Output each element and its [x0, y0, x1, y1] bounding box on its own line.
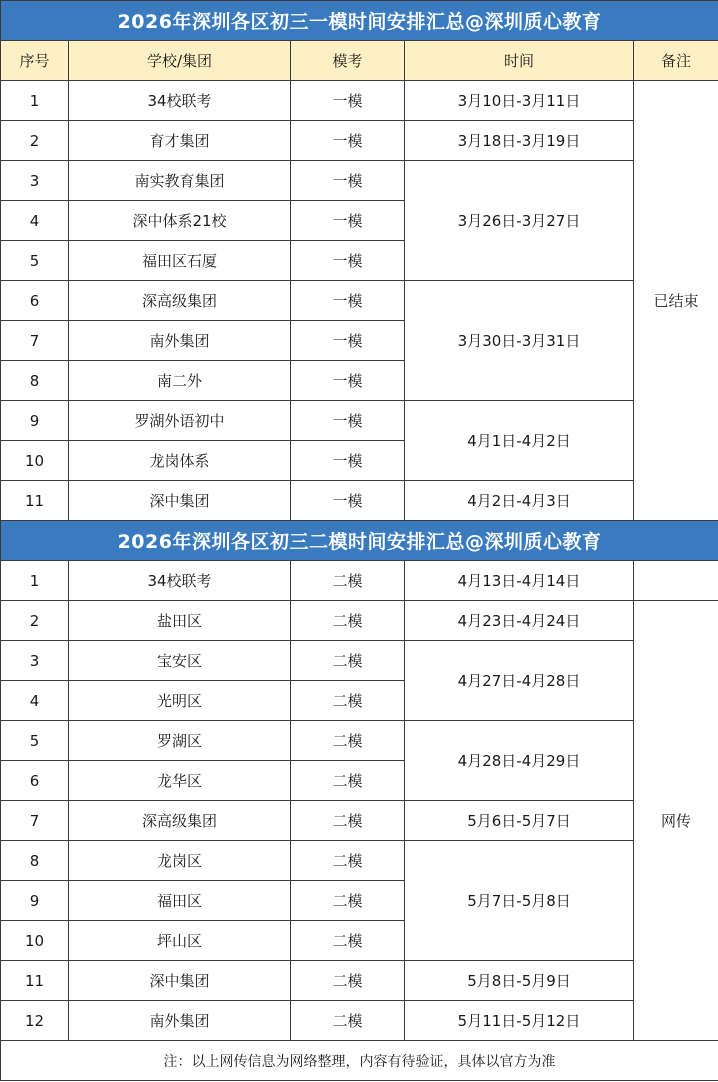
row-exam: 一模 [291, 161, 405, 201]
row-school: 福田区 [69, 881, 291, 921]
table-row [1, 961, 718, 1001]
header-exam: 模考 [291, 41, 405, 81]
row-exam: 二模 [291, 721, 405, 761]
table-row [1, 281, 718, 321]
row-time: 5月8日-5月9日 [405, 961, 634, 1001]
table-row [1, 841, 718, 881]
row-exam: 二模 [291, 1001, 405, 1041]
table-row [1, 161, 718, 201]
table-row [1, 121, 718, 161]
table-row [1, 81, 718, 121]
row-time: 4月2日-4月3日 [405, 481, 634, 521]
row-no: 4 [1, 681, 69, 721]
row-time: 3月10日-3月11日 [405, 81, 634, 121]
row-no: 4 [1, 201, 69, 241]
row-school: 南外集团 [69, 1001, 291, 1041]
row-school: 34校联考 [69, 81, 291, 121]
row-time: 5月11日-5月12日 [405, 1001, 634, 1041]
row-time: 4月27日-4月28日 [405, 641, 634, 721]
row-school: 光明区 [69, 681, 291, 721]
row-no: 3 [1, 641, 69, 681]
row-exam: 二模 [291, 761, 405, 801]
row-exam: 二模 [291, 681, 405, 721]
row-time: 4月28日-4月29日 [405, 721, 634, 801]
row-school: 育才集团 [69, 121, 291, 161]
table-row [1, 481, 718, 521]
row-school: 罗湖区 [69, 721, 291, 761]
header-no: 序号 [1, 41, 69, 81]
row-no: 2 [1, 601, 69, 641]
row-school: 南外集团 [69, 321, 291, 361]
row-exam: 一模 [291, 481, 405, 521]
row-school: 龙华区 [69, 761, 291, 801]
row-exam: 二模 [291, 881, 405, 921]
row-no: 8 [1, 361, 69, 401]
row-time: 5月7日-5月8日 [405, 841, 634, 961]
row-exam: 一模 [291, 281, 405, 321]
table-row [1, 401, 718, 441]
mock1-title: 2026年深圳各区初三一模时间安排汇总@深圳质心教育 [1, 1, 718, 41]
row-no: 10 [1, 921, 69, 961]
row-school: 福田区石厦 [69, 241, 291, 281]
row-exam: 二模 [291, 561, 405, 601]
row-exam: 一模 [291, 121, 405, 161]
table-row [1, 601, 718, 641]
row-school: 罗湖外语初中 [69, 401, 291, 441]
row-school: 南实教育集团 [69, 161, 291, 201]
row-time: 3月26日-3月27日 [405, 161, 634, 281]
row-time: 4月23日-4月24日 [405, 601, 634, 641]
row-no: 7 [1, 321, 69, 361]
row-exam: 一模 [291, 361, 405, 401]
mock2-title: 2026年深圳各区初三二模时间安排汇总@深圳质心教育 [1, 521, 718, 561]
row-exam: 一模 [291, 81, 405, 121]
row-school: 龙岗体系 [69, 441, 291, 481]
row-no: 9 [1, 881, 69, 921]
row-no: 12 [1, 1001, 69, 1041]
row-school: 盐田区 [69, 601, 291, 641]
row-school: 深高级集团 [69, 281, 291, 321]
row-no: 2 [1, 121, 69, 161]
row-school: 34校联考 [69, 561, 291, 601]
row-exam: 一模 [291, 441, 405, 481]
row-school: 宝安区 [69, 641, 291, 681]
row-time: 3月30日-3月31日 [405, 281, 634, 401]
row-time: 4月13日-4月14日 [405, 561, 634, 601]
header-time: 时间 [405, 41, 634, 81]
row-school: 龙岗区 [69, 841, 291, 881]
table-row [1, 561, 718, 601]
remark-cell: 已结束 [634, 81, 718, 521]
row-exam: 二模 [291, 841, 405, 881]
row-school: 深中集团 [69, 961, 291, 1001]
row-school: 深高级集团 [69, 801, 291, 841]
row-exam: 二模 [291, 641, 405, 681]
row-exam: 一模 [291, 241, 405, 281]
row-school: 深中集团 [69, 481, 291, 521]
footnote: 注：以上网传信息为网络整理，内容有待验证，具体以官方为准 [1, 1041, 718, 1081]
row-no: 11 [1, 481, 69, 521]
row-no: 11 [1, 961, 69, 1001]
remark-empty [634, 561, 718, 601]
row-exam: 一模 [291, 321, 405, 361]
row-exam: 一模 [291, 201, 405, 241]
row-school: 深中体系21校 [69, 201, 291, 241]
table-row [1, 801, 718, 841]
row-no: 5 [1, 241, 69, 281]
row-no: 5 [1, 721, 69, 761]
row-no: 8 [1, 841, 69, 881]
header-remark: 备注 [634, 41, 718, 81]
row-exam: 二模 [291, 601, 405, 641]
row-school: 坪山区 [69, 921, 291, 961]
row-no: 3 [1, 161, 69, 201]
row-no: 6 [1, 281, 69, 321]
row-exam: 一模 [291, 401, 405, 441]
row-no: 9 [1, 401, 69, 441]
row-time: 4月1日-4月2日 [405, 401, 634, 481]
row-no: 1 [1, 561, 69, 601]
row-school: 南二外 [69, 361, 291, 401]
row-no: 7 [1, 801, 69, 841]
row-no: 10 [1, 441, 69, 481]
table-row [1, 1001, 718, 1041]
row-time: 5月6日-5月7日 [405, 801, 634, 841]
remark-cell: 网传 [634, 601, 718, 1041]
table-row [1, 721, 718, 761]
row-no: 6 [1, 761, 69, 801]
row-exam: 二模 [291, 801, 405, 841]
table-row [1, 641, 718, 681]
header-school: 学校/集团 [69, 41, 291, 81]
row-exam: 二模 [291, 921, 405, 961]
row-exam: 二模 [291, 961, 405, 1001]
row-time: 3月18日-3月19日 [405, 121, 634, 161]
row-no: 1 [1, 81, 69, 121]
